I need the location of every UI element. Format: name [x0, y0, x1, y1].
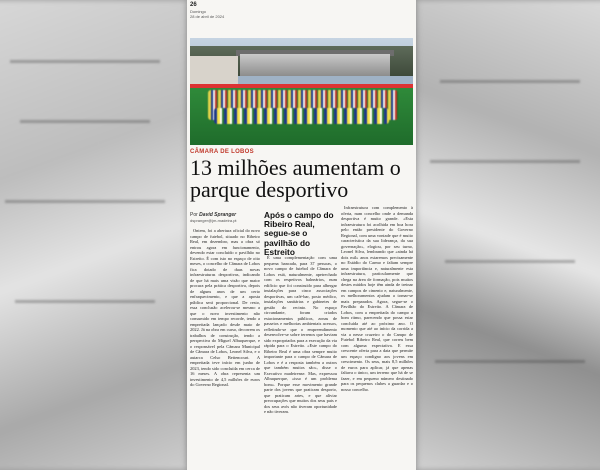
page-weekday: Domingo	[190, 9, 207, 14]
page-date	[190, 9, 224, 19]
blurred-text-line	[20, 120, 150, 123]
section-label: CÂMARA DE LOBOS	[190, 149, 254, 155]
article-column-2	[264, 255, 337, 468]
newspaper-page	[187, 0, 416, 470]
blurred-text-line	[445, 260, 575, 263]
blurred-text-line	[435, 360, 585, 363]
blurred-text-line	[430, 160, 580, 163]
column-text: É uma complementação com uma pequena bancada, para 37 pessoas, o novo campo de futebol de Câmara de Lobos está, naturalmente, apetrechado com os respetivos balneários, num edifício que foi construído para albergar instalações para cinco associações desportivas, um café-bar, posto médico, instalações sanitárias e gabinetes de gestão do recinto. No espaço circundante, foram criados estacionamentos públicos, zonas de passeios e melhorias ambientais acessos, refletindo-se que o empreendimento desenvolve-se sobre terrenos que haviam sido expropriados para a execução da via rápida para o Estreito. «Este campo do Ribeiro Real é uma obra sempre muito importante para o campo de Câmara de Lobos e é a resposta também a outros que também muitos são», disse o Executivo madeirense. Mas, expressou Albuquerque, «isso é um problema bom». Porque esse movimento grande parte dos jovens que praticam desporto, que praticam artes, e que aliviar preocupações que muitos dos seus pais e dos seus avós não tiveram oportunidade e não tiveram.	[264, 255, 337, 414]
byline-email: dspranger@jm-madeira.pt	[190, 218, 237, 223]
blurred-text-line	[440, 80, 580, 83]
byline-author: David Spranger	[199, 212, 237, 218]
byline-prefix: Por	[190, 212, 198, 218]
article-column-1	[190, 228, 260, 468]
subheadline: Após o campo do Ribeiro Real, segue-se o pavilhão do Estreito	[264, 210, 334, 257]
photo-building	[190, 56, 238, 84]
photo-grandstand	[240, 54, 390, 76]
blurred-paper-right	[410, 0, 600, 470]
page-full-date: 28 de abril de 2024	[190, 14, 225, 19]
column-text: Ontem, foi a abertura oficial do novo campo de futebol, situado no Ribeiro Real, em dezembro, mas a obra só entrou agora em funcionamento, devendo estar concluído o pavilhão no Estreito. É com isto no espaço de oito meses, o concelho de Câmara de Lobos fica dotado de duas novas infraestruturas desportivas, indicando de que há mais uma visão que maior procura pela prática desportiva, depois de alguns anos de um certo enfraquecimento, e que a aposta pública será proporcional. De resto, essa conclusão acelerou-se mesmo a que o novo investimento não consumido em tempo recorde, tendo a empreitada lançado desde maio de 2022. Já na obra em curso, decorrem os trabalhos de construção, tendo a perspectiva do Miguel Albuquerque, e o responsável pela Câmara Municipal de Câmara de Lobos, Leonel Silva, e o autarca Celso Bettencourt. A empreitada teve início em junho de 2023, tendo sido concluída em cerca de 16 meses. A obra representa um investimento de 4,5 milhões de euros do Governo Regional.	[190, 228, 260, 387]
article-column-3	[341, 205, 413, 468]
blurred-text-line	[5, 200, 165, 203]
column-text: Infraestrutura com complemento à oferta, num concelho onde a demanda desportiva é muito grande. «Esta infraestrutura foi acolhida em boa hora pelo então presidente do Governo Regional, com uma vontade que é muito característica da sua liderança, da sua governação», elogiou, por seu turno, Leonel Silva, lembrando que «ainda há dois mil» anos estaremos precisamente no Estádio do Carmo e faltam sempre uma importância e, naturalmente esta infraestrutura, particularmente que chega na área de formação, pois muitos destes miúdos hoje têm ainda de treinar em campos de cimento e, naturalmente, os melhoramentos ajudam a tornar-se mais preparados. Agora, segue-se o Pavilhão do Estreito. A Câmara de Lobos, com a empreitada do campo a bom ritmo, parecendo que possa estar concluída até ao próximo ano. O momento que até ao início da corrida a via a nesse cruzeiro o do Campo de Futebol Ribeiro Real, que correu bem com alguma expectativa. E essa crescente oferta para a data que permite um espaço condigno aos jovens em crescimento. Os seus, mais 8,5 milhões de euros para aplicar, já que apenas faltava o único, um terreno que há de se fazer, e em pequeno número destinado para os pequenos clubes a guardar e o nosso concelho.	[341, 205, 413, 392]
blurred-text-line	[15, 300, 155, 303]
blurred-text-line	[10, 60, 160, 63]
photo-group-front-row	[214, 108, 389, 124]
blurred-paper-left	[0, 0, 200, 470]
headline: 13 milhões aumentam o parque desportivo	[190, 155, 401, 202]
stadium-team-photo	[190, 38, 413, 145]
page-number: 26	[190, 2, 197, 8]
